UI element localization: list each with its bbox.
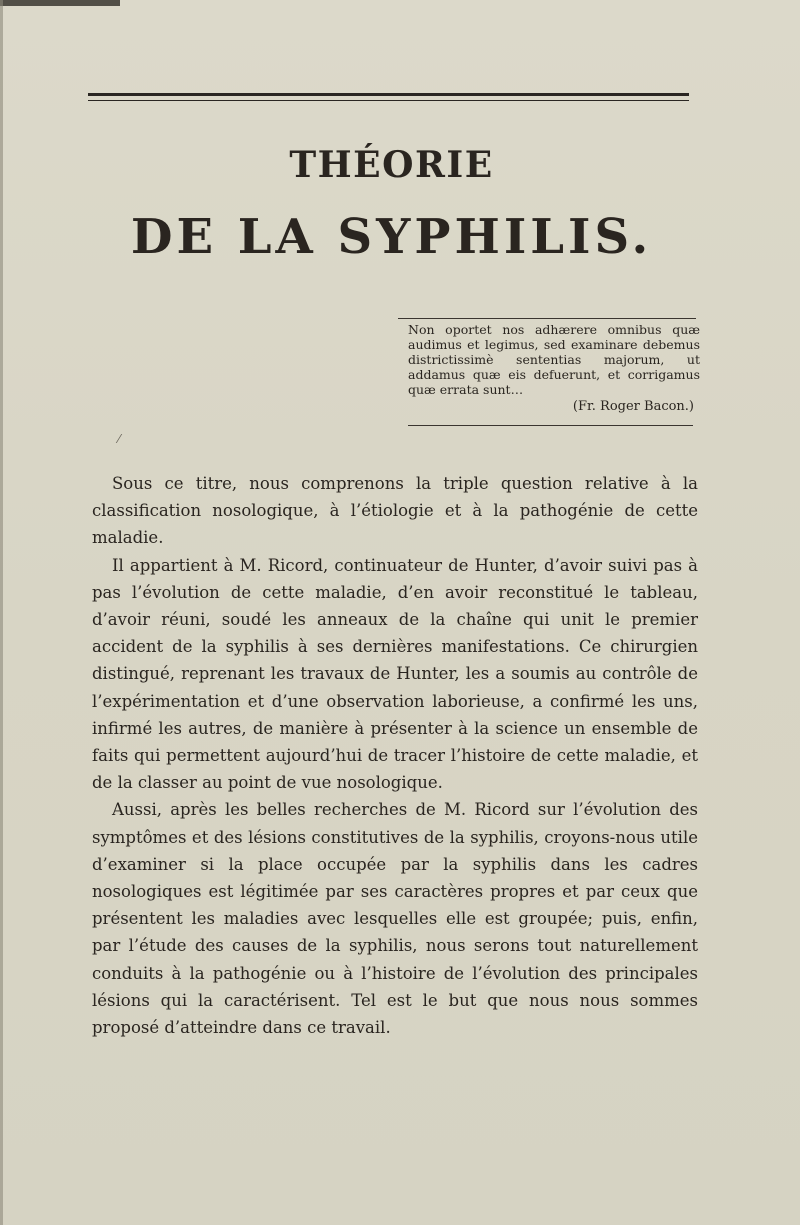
title-line-1: THÉORIE <box>289 144 494 186</box>
paragraph: Sous ce titre, nous comprenons la triple question relative à la classification nosologique, à l’étiologie et à la pathogénie de cette maladie. <box>92 474 698 548</box>
epigraph-source: (Fr. Roger Bacon.) <box>572 399 694 414</box>
epigraph <box>408 322 700 414</box>
ink-mark: ⁄ <box>118 432 121 446</box>
paragraph: Il appartient à M. Ricord, continuateur de Hunter, d’avoir suivi pas à pas l’évolution de cette maladie, d’en avoir reconstitué le tableau, d’avoir réuni, soudé les anneaux de la chaîne qui unit le premier accident de la syphilis à ses dernières manifestations. Ce chirurgien distingué, reprenant les travaux de Hunter, les a soumis au contrôle de l’expérimentation et d’une observation laborieuse, a confirmé les uns, infirmé les autres, de manière à présenter à la science un ensemble de faits qui permettent aujourd’hui de tracer l’histoire de cette maladie, et de la classer au point de vue nosologique. <box>92 555 698 793</box>
body-text <box>92 470 698 1041</box>
epigraph-rule-bottom <box>408 425 693 426</box>
header-double-rule <box>88 93 689 101</box>
epigraph-rule-top <box>398 318 696 319</box>
paragraph: Aussi, après les belles recherches de M. Ricord sur l’évolution des symptômes et des lésions constitutives de la syphilis, croyons-nous utile d’examiner si la place occupée par la syphilis dans les cadres nosologiques est légitimée par ses caractères propres et par ceux que présentent les maladies avec lesquelles elle est groupée; puis, enfin, par l’étude des causes de la syphilis, nous serons tout naturellement conduits à la pathogénie ou à l’histoire de l’évolution des principales lésions qui la caractérisent. Tel est le but que nous nous sommes proposé d’atteindre dans ce travail. <box>92 800 698 1038</box>
epigraph-text: Non oportet nos adhærere omnibus quæ audimus et legimus, sed examinare debemus districtissimè sententias majorum, ut addamus quæ eis defuerunt, et corrigamus quæ errata sunt… <box>408 322 700 397</box>
title-line-2: DE LA SYPHILIS. <box>130 209 653 265</box>
page-edge-shadow <box>0 0 120 6</box>
